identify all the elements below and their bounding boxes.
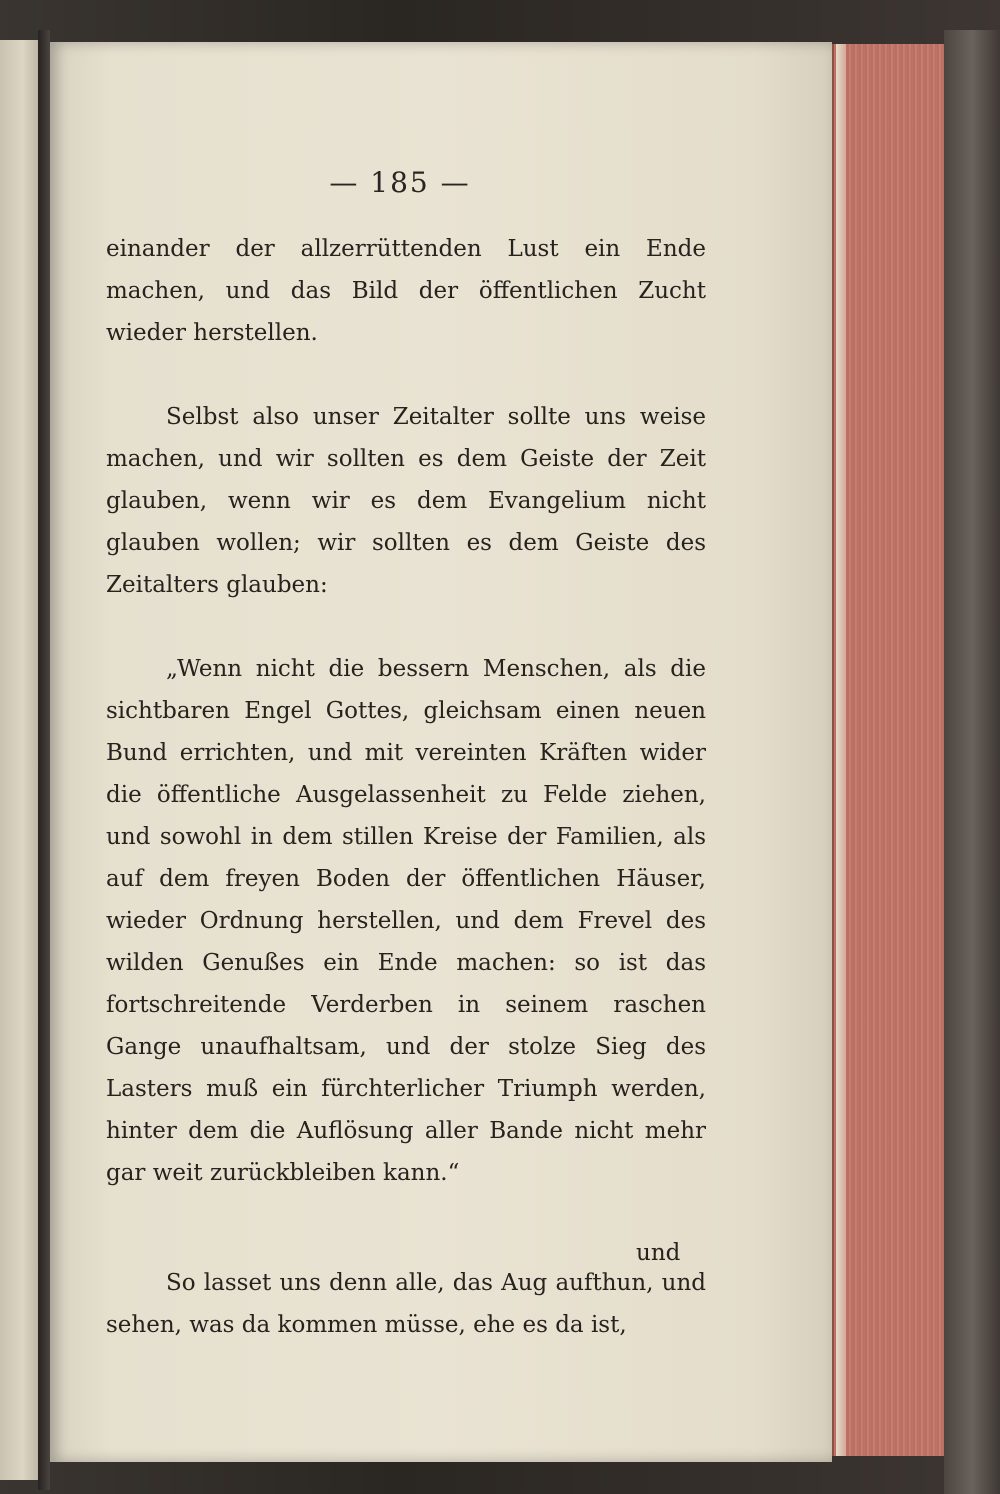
paragraph-2: Selbst also unser Zeitalter sollte uns weise machen, und wir sollten es dem Geiste der Zeit glauben, wenn wir es dem Evangelium nicht glauben wollen; wir sollten es dem Geiste des Zeitalters glauben:	[106, 404, 706, 598]
left-page-edge	[0, 40, 40, 1480]
paragraph-1: einander der allzerrüttenden Lust ein Ende machen, und das Bild der öffentlichen Zucht wieder herstellen.	[106, 236, 706, 346]
catchword: und	[636, 1240, 681, 1266]
book-cover	[944, 30, 1000, 1494]
paragraph-4: So lasset uns denn alle, das Aug aufthun, und sehen, was da kommen müsse, ehe es da ist,	[106, 1270, 706, 1338]
paragraph-3-quotation: „Wenn nicht die bessern Menschen, als die sichtbaren Engel Gottes, gleichsam einen neuen Bund errichten, und mit vereinten Kräften wider die öffentliche Ausgelassenheit zu Felde ziehen, und sowohl in dem stillen Kreise der Familien, als auf dem freyen Boden der öffentlichen Häuser, wieder Ordnung herstellen, und dem Frevel des wilden Genußes ein Ende machen: so ist das fortschreitende Verderben in seinem raschen Gange unaufhaltsam, und der stolze Sieg des Lasters muß ein fürchterlicher Triumph werden, hinter dem die Auflösung aller Bande nicht mehr gar weit zurückbleiben kann.“	[106, 656, 706, 1186]
page-number-header: — 185 —	[329, 166, 471, 199]
body-text	[106, 228, 706, 1346]
page-fore-edge-highlight	[836, 44, 846, 1456]
page-fore-edge	[832, 44, 946, 1456]
book-gutter	[38, 30, 50, 1490]
